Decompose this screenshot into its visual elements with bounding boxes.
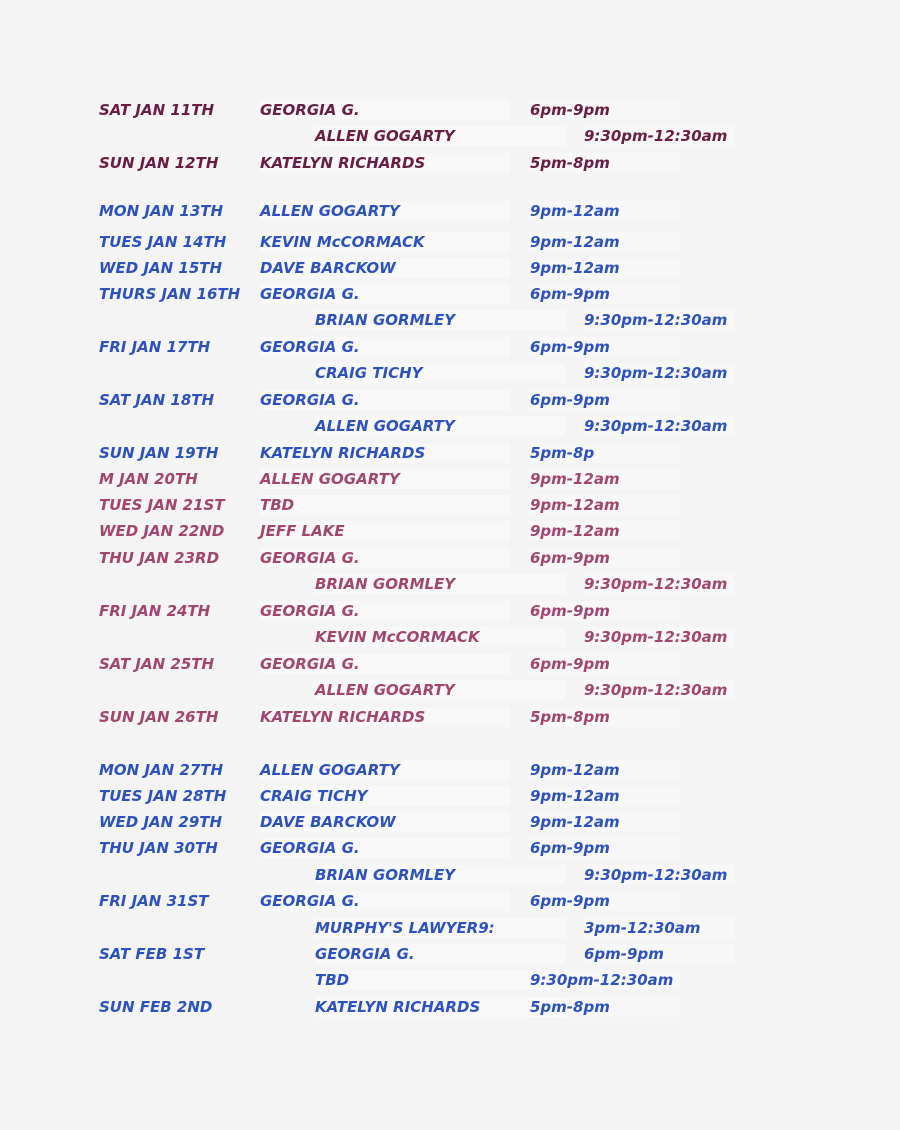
row-performer: KATELYN RICHARDS (260, 153, 510, 173)
row-performer: ALLEN GOGARTY (260, 469, 510, 489)
row-date: THURS JAN 16TH (99, 285, 241, 303)
row-date: SUN JAN 26TH (99, 708, 219, 726)
row-time: 6pm-9pm (530, 601, 680, 621)
schedule-row (0, 126, 900, 146)
row-time: 9:30pm-12:30am (584, 416, 734, 436)
schedule-row (0, 812, 900, 832)
row-time: 6pm-9pm (530, 337, 680, 357)
schedule-row (0, 443, 900, 463)
schedule-row (0, 601, 900, 621)
row-performer: CRAIG TICHY (315, 363, 565, 383)
row-date: WED JAN 15TH (99, 259, 223, 277)
row-time: 9:30pm-12:30am (584, 865, 734, 885)
row-performer: CRAIG TICHY (260, 786, 510, 806)
row-date: SUN JAN 12TH (99, 154, 219, 172)
row-time: 9pm-12am (530, 786, 680, 806)
row-time: 9:30pm-12:30am (584, 680, 734, 700)
row-time: 9pm-12am (530, 495, 680, 515)
row-time: 6pm-9pm (530, 838, 680, 858)
row-date: WED JAN 29TH (99, 813, 223, 831)
row-time: 6pm-9pm (530, 548, 680, 568)
row-date: MON JAN 13TH (99, 202, 224, 220)
row-performer: GEORGIA G. (260, 100, 510, 120)
row-time: 6pm-9pm (530, 891, 680, 911)
schedule-row (0, 680, 900, 700)
row-performer: BRIAN GORMLEY (315, 865, 565, 885)
row-performer: ALLEN GOGARTY (315, 416, 565, 436)
row-date: TUES JAN 14TH (99, 233, 227, 251)
schedule-row (0, 284, 900, 304)
row-time: 9pm-12am (530, 258, 680, 278)
row-time: 9pm-12am (530, 201, 680, 221)
row-date: FRI JAN 31ST (99, 892, 209, 910)
row-time: 5pm-8pm (530, 707, 680, 727)
row-performer: ALLEN GOGARTY (315, 126, 565, 146)
row-date: TUES JAN 21ST (99, 496, 225, 514)
row-time: 6pm-9pm (584, 944, 734, 964)
schedule-row (0, 760, 900, 780)
schedule-row (0, 707, 900, 727)
schedule-row (0, 786, 900, 806)
schedule-row (0, 310, 900, 330)
schedule-row (0, 891, 900, 911)
row-performer: KATELYN RICHARDS (315, 997, 565, 1017)
schedule-row (0, 201, 900, 221)
row-time: 6pm-9pm (530, 654, 680, 674)
row-date: M JAN 20TH (99, 470, 198, 488)
row-performer: KEVIN McCORMACK (315, 627, 565, 647)
row-performer: JEFF LAKE (260, 521, 510, 541)
row-performer: GEORGIA G. (260, 284, 510, 304)
row-time: 9:30pm-12:30am (584, 574, 734, 594)
row-date: FRI JAN 24TH (99, 602, 211, 620)
row-performer: TBD (260, 495, 510, 515)
row-performer: MURPHY'S LAWYER9: (315, 918, 565, 938)
schedule-row (0, 390, 900, 410)
row-date: SAT JAN 25TH (99, 655, 215, 673)
row-date: SUN FEB 2ND (99, 998, 213, 1016)
row-time: 6pm-9pm (530, 390, 680, 410)
schedule-row (0, 654, 900, 674)
row-date: SAT JAN 18TH (99, 391, 215, 409)
row-date: MON JAN 27TH (99, 761, 224, 779)
row-date: SUN JAN 19TH (99, 444, 219, 462)
row-time: 3pm-12:30am (584, 918, 734, 938)
row-performer: DAVE BARCKOW (260, 812, 510, 832)
row-performer: GEORGIA G. (260, 891, 510, 911)
row-performer: KATELYN RICHARDS (260, 707, 510, 727)
schedule-row (0, 521, 900, 541)
row-time: 9pm-12am (530, 812, 680, 832)
row-time: 5pm-8pm (530, 153, 680, 173)
row-date: WED JAN 22ND (99, 522, 225, 540)
row-date: FRI JAN 17TH (99, 338, 211, 356)
schedule-row (0, 997, 900, 1017)
row-time: 6pm-9pm (530, 100, 680, 120)
schedule-row (0, 970, 900, 990)
schedule-row (0, 838, 900, 858)
schedule-row (0, 865, 900, 885)
schedule-row (0, 627, 900, 647)
row-time: 5pm-8p (530, 443, 680, 463)
row-performer: GEORGIA G. (315, 944, 565, 964)
schedule-row (0, 416, 900, 436)
row-date: SAT FEB 1ST (99, 945, 205, 963)
row-date: SAT JAN 11TH (99, 101, 215, 119)
schedule-row (0, 258, 900, 278)
row-performer: ALLEN GOGARTY (260, 760, 510, 780)
row-performer: GEORGIA G. (260, 654, 510, 674)
schedule-row (0, 153, 900, 173)
row-performer: ALLEN GOGARTY (315, 680, 565, 700)
row-time: 9pm-12am (530, 469, 680, 489)
row-time: 9pm-12am (530, 521, 680, 541)
row-performer: DAVE BARCKOW (260, 258, 510, 278)
row-performer: TBD (315, 970, 565, 990)
row-date: TUES JAN 28TH (99, 787, 227, 805)
row-performer: BRIAN GORMLEY (315, 574, 565, 594)
row-performer: BRIAN GORMLEY (315, 310, 565, 330)
schedule-row (0, 548, 900, 568)
row-time: 9pm-12am (530, 232, 680, 252)
row-date: THU JAN 23RD (99, 549, 220, 567)
schedule-row (0, 574, 900, 594)
schedule-row (0, 495, 900, 515)
row-performer: GEORGIA G. (260, 390, 510, 410)
row-performer: KEVIN McCORMACK (260, 232, 510, 252)
row-time: 9:30pm-12:30am (584, 310, 734, 330)
row-performer: GEORGIA G. (260, 838, 510, 858)
schedule-row (0, 100, 900, 120)
schedule-row (0, 918, 900, 938)
row-performer: GEORGIA G. (260, 601, 510, 621)
row-performer: GEORGIA G. (260, 337, 510, 357)
row-time: 9:30pm-12:30am (584, 363, 734, 383)
schedule-row (0, 469, 900, 489)
row-performer: ALLEN GOGARTY (260, 201, 510, 221)
schedule-row (0, 232, 900, 252)
row-time: 9:30pm-12:30am (584, 627, 734, 647)
row-time: 5pm-8pm (530, 997, 680, 1017)
schedule-row (0, 944, 900, 964)
row-time: 6pm-9pm (530, 284, 680, 304)
row-performer: KATELYN RICHARDS (260, 443, 510, 463)
row-date: THU JAN 30TH (99, 839, 218, 857)
schedule-row (0, 337, 900, 357)
schedule-row (0, 363, 900, 383)
row-time: 9:30pm-12:30am (530, 970, 680, 990)
row-time: 9:30pm-12:30am (584, 126, 734, 146)
row-time: 9pm-12am (530, 760, 680, 780)
row-performer: GEORGIA G. (260, 548, 510, 568)
